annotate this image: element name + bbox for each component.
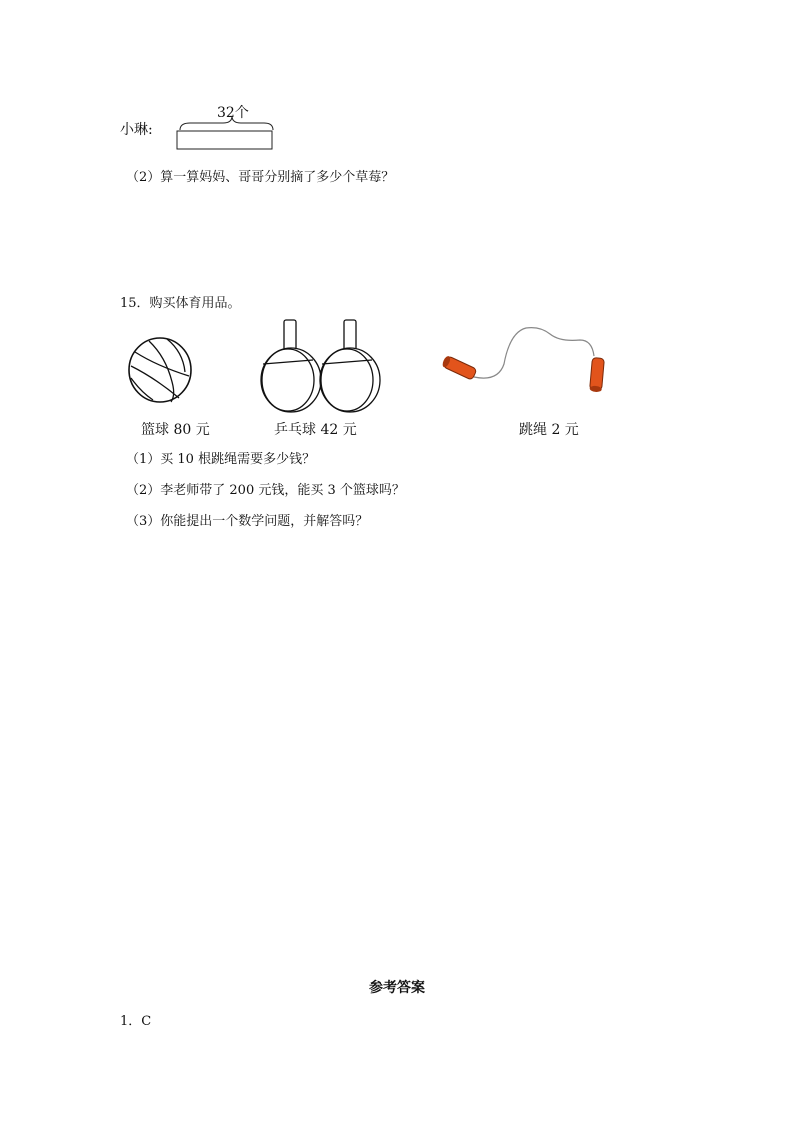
q15-title: 15．购买体育用品。 <box>120 296 241 311</box>
q14-part2: （2）算一算妈妈、哥哥分别摘了多少个草莓？ <box>126 170 395 185</box>
answers-heading: 参考答案 <box>369 980 425 996</box>
basketball-icon <box>127 336 193 404</box>
item-label-basketball: 篮球 80 元 <box>141 422 210 438</box>
jump-rope-icon <box>440 322 610 394</box>
q15-question-1: （1）买 10 根跳绳需要多少钱？ <box>126 452 316 467</box>
q15-question-2: （2）李老师带了 200 元钱，能买 3 个篮球吗？ <box>126 483 405 498</box>
item-label-jump-rope: 跳绳 2 元 <box>519 422 579 438</box>
q15-question-3: （3）你能提出一个数学问题，并解答吗？ <box>126 514 369 529</box>
ping-pong-paddles-icon <box>258 318 380 414</box>
diagram-name-label: 小琳: <box>120 122 153 138</box>
brace-label: 32个 <box>217 105 249 121</box>
answer-1: 1．C <box>120 1014 152 1029</box>
item-label-pingpong: 乒乓球 42 元 <box>274 422 357 438</box>
